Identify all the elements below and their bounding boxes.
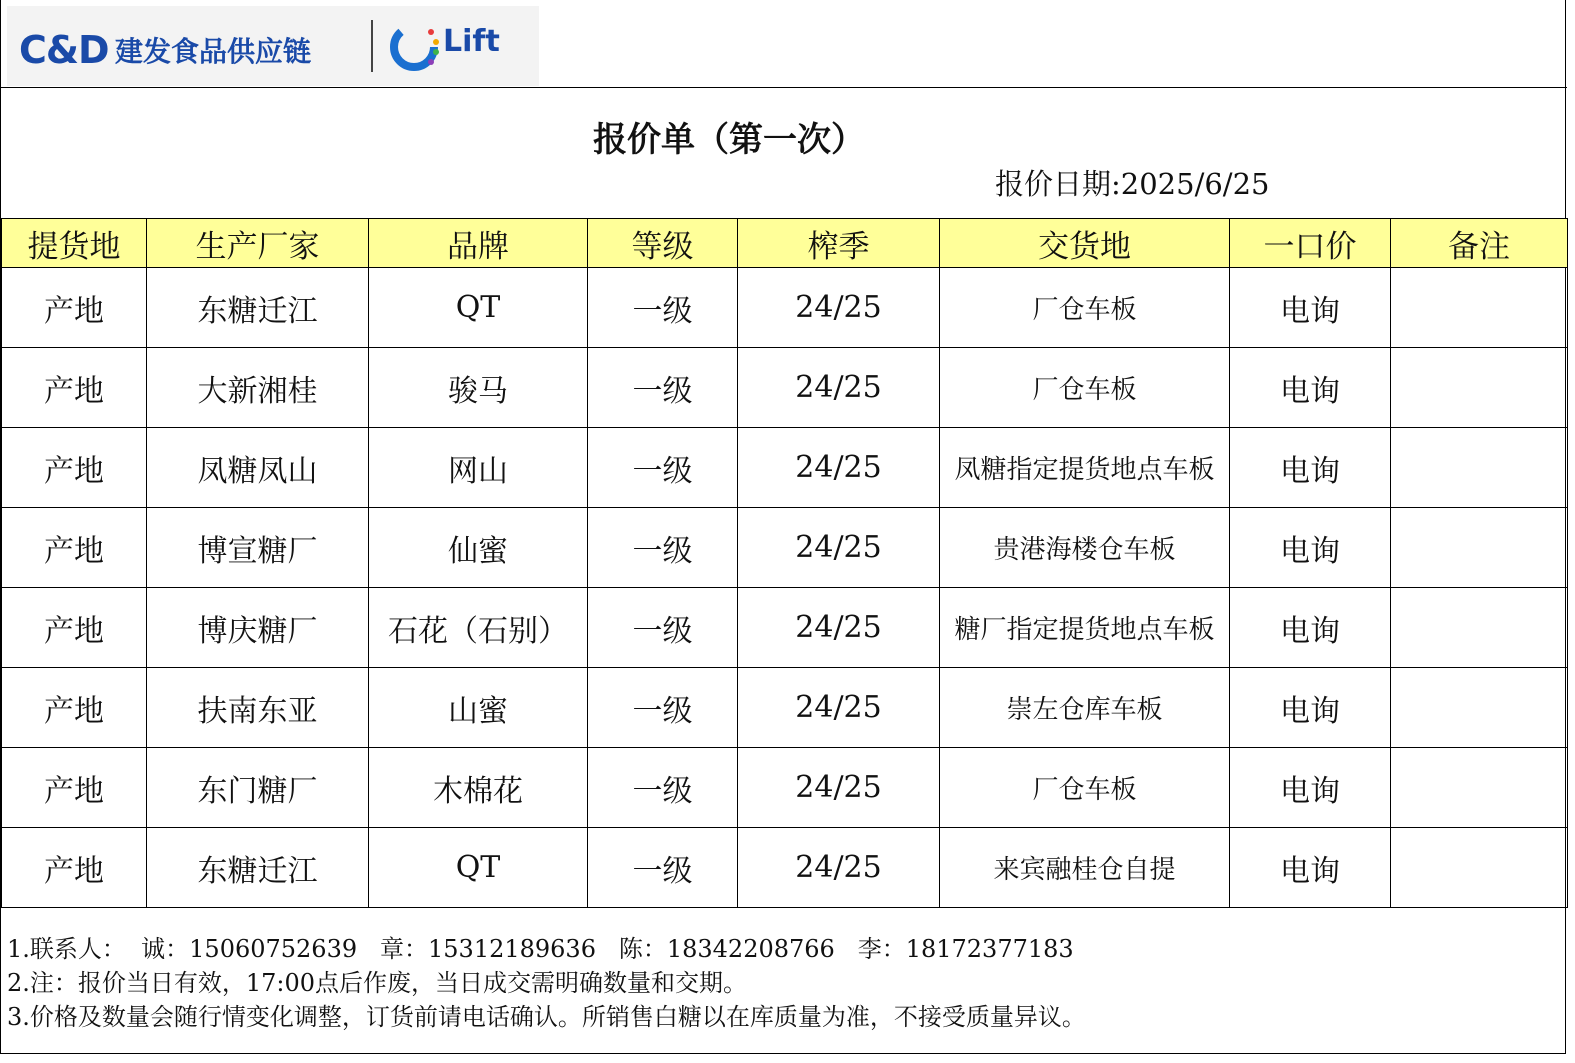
col-header-grade: 等级 (588, 219, 738, 268)
cell-manufacturer: 东糖迁江 (147, 828, 369, 908)
col-header-manufacturer: 生产厂家 (147, 219, 369, 268)
company-logo (7, 6, 539, 86)
cell-manufacturer: 东门糖厂 (147, 748, 369, 828)
cell-remark (1391, 588, 1568, 668)
cell-pickup: 产地 (2, 748, 147, 828)
cell-brand: 石花（石别） (369, 588, 588, 668)
cell-manufacturer: 东糖迁江 (147, 268, 369, 348)
cell-manufacturer: 凤糖凤山 (147, 428, 369, 508)
cell-price: 电询 (1230, 508, 1391, 588)
cell-season: 24/25 (738, 348, 940, 428)
table-header-row (2, 219, 1568, 268)
cell-season: 24/25 (738, 668, 940, 748)
cell-price: 电询 (1230, 828, 1391, 908)
cell-remark (1391, 668, 1568, 748)
cell-season: 24/25 (738, 748, 940, 828)
cell-price: 电询 (1230, 748, 1391, 828)
cell-remark (1391, 828, 1568, 908)
table-row (2, 828, 1568, 908)
cell-pickup: 产地 (2, 508, 147, 588)
col-header-season: 榨季 (738, 219, 940, 268)
cell-season: 24/25 (738, 428, 940, 508)
cell-season: 24/25 (738, 588, 940, 668)
note-validity: 2.注：报价当日有效，17:00点后作废，当日成交需明确数量和交期。 (7, 969, 748, 997)
table-row (2, 268, 1568, 348)
cell-delivery: 来宾融桂仓自提 (940, 828, 1230, 908)
lift-ring-icon (387, 20, 441, 74)
cell-season: 24/25 (738, 508, 940, 588)
table-row (2, 348, 1568, 428)
cell-grade: 一级 (588, 668, 738, 748)
header-divider (1, 87, 1567, 88)
notes (7, 932, 1086, 1034)
cell-remark (1391, 748, 1568, 828)
cell-brand: 山蜜 (369, 668, 588, 748)
col-header-brand: 品牌 (369, 219, 588, 268)
cell-grade: 一级 (588, 508, 738, 588)
cell-grade: 一级 (588, 748, 738, 828)
cell-pickup: 产地 (2, 588, 147, 668)
cell-grade: 一级 (588, 348, 738, 428)
table-body (2, 268, 1568, 908)
logo-lift-text: Lift (443, 24, 500, 59)
cell-price: 电询 (1230, 588, 1391, 668)
quote-table (1, 218, 1568, 908)
cell-price: 电询 (1230, 268, 1391, 348)
note-quality: 3.价格及数量会随行情变化调整，订货前请电话确认。所销售白糖以在库质量为准，不接受质量异议。 (7, 1003, 1086, 1031)
col-header-delivery: 交货地 (940, 219, 1230, 268)
cell-manufacturer: 大新湘桂 (147, 348, 369, 428)
cell-price: 电询 (1230, 348, 1391, 428)
cell-price: 电询 (1230, 668, 1391, 748)
cell-remark (1391, 268, 1568, 348)
table-row (2, 588, 1568, 668)
cell-pickup: 产地 (2, 668, 147, 748)
cell-delivery: 崇左仓库车板 (940, 668, 1230, 748)
col-header-pickup: 提货地 (2, 219, 147, 268)
table-row (2, 428, 1568, 508)
cell-delivery: 贵港海楼仓车板 (940, 508, 1230, 588)
table-row (2, 508, 1568, 588)
cell-brand: 网山 (369, 428, 588, 508)
logo-divider (371, 20, 373, 72)
cell-grade: 一级 (588, 828, 738, 908)
cell-manufacturer: 扶南东亚 (147, 668, 369, 748)
cell-delivery: 厂仓车板 (940, 268, 1230, 348)
col-header-price: 一口价 (1230, 219, 1391, 268)
cell-brand: QT (369, 828, 588, 908)
cell-delivery: 厂仓车板 (940, 748, 1230, 828)
page-title: 报价单（第一次） (593, 120, 865, 160)
logo-mark: C&D (19, 28, 109, 72)
table-row (2, 748, 1568, 828)
quote-date: 报价日期:2025/6/25 (995, 167, 1270, 201)
cell-delivery: 厂仓车板 (940, 348, 1230, 428)
cell-grade: 一级 (588, 268, 738, 348)
col-header-remark: 备注 (1391, 219, 1568, 268)
cell-remark (1391, 348, 1568, 428)
cell-pickup: 产地 (2, 348, 147, 428)
cell-pickup: 产地 (2, 428, 147, 508)
cell-brand: 木棉花 (369, 748, 588, 828)
cell-brand: 仙蜜 (369, 508, 588, 588)
cell-brand: QT (369, 268, 588, 348)
cell-brand: 骏马 (369, 348, 588, 428)
cell-price: 电询 (1230, 428, 1391, 508)
note-contacts: 1.联系人： 诚：15060752639 章：15312189636 陈：18342208766 李：18172377183 (7, 935, 1074, 963)
logo-company-name: 建发食品供应链 (115, 35, 312, 68)
cell-grade: 一级 (588, 428, 738, 508)
cell-grade: 一级 (588, 588, 738, 668)
cell-season: 24/25 (738, 828, 940, 908)
cell-pickup: 产地 (2, 828, 147, 908)
cell-remark (1391, 508, 1568, 588)
cell-manufacturer: 博宣糖厂 (147, 508, 369, 588)
cell-delivery: 糖厂指定提货地点车板 (940, 588, 1230, 668)
cell-season: 24/25 (738, 268, 940, 348)
cell-remark (1391, 428, 1568, 508)
cell-manufacturer: 博庆糖厂 (147, 588, 369, 668)
cell-pickup: 产地 (2, 268, 147, 348)
cell-delivery: 凤糖指定提货地点车板 (940, 428, 1230, 508)
table-row (2, 668, 1568, 748)
